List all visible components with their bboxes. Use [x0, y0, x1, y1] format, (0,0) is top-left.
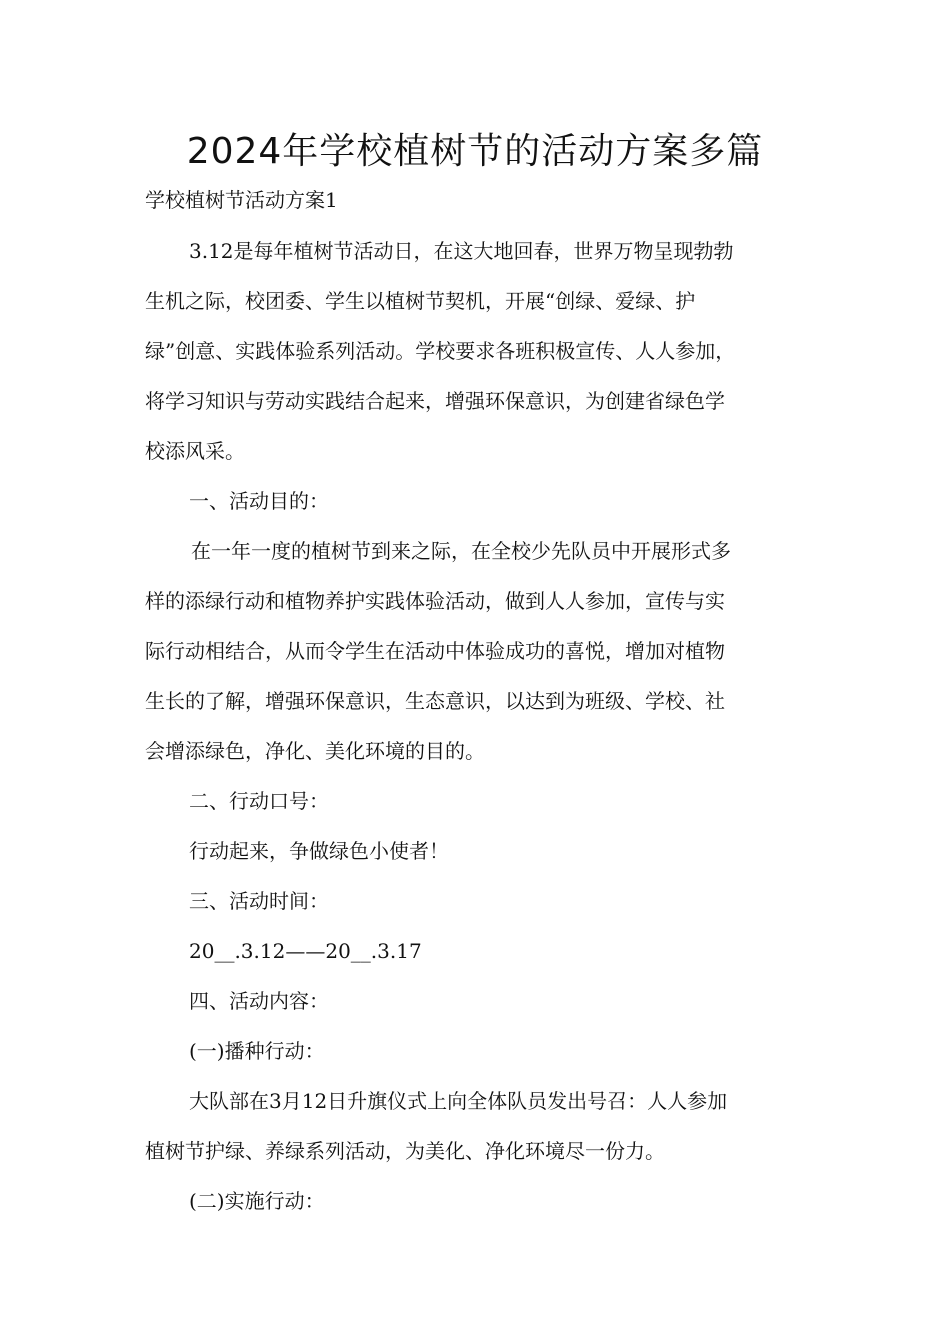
subsection-heading: (一)播种行动： [189, 1039, 325, 1063]
paragraph-line: 植树节护绿、养绿系列活动，为美化、净化环境尽一份力。 [145, 1139, 665, 1163]
paragraph-line: 际行动相结合，从而令学生在活动中体验成功的喜悦，增加对植物 [145, 639, 725, 663]
section-subtitle: 学校植树节活动方案1 [145, 188, 338, 212]
paragraph-line: 行动起来，争做绿色小使者！ [189, 839, 449, 863]
section-heading: 三、活动时间： [189, 889, 329, 913]
paragraph-line: 样的添绿行动和植物养护实践体验活动，做到人人参加，宣传与实 [145, 589, 725, 613]
document-title: 2024年学校植树节的活动方案多篇 [186, 131, 764, 172]
paragraph-line: 生机之际，校团委、学生以植树节契机，开展“创绿、爱绿、护 [145, 289, 696, 313]
date-range: 20__.3.12——20__.3.17 [189, 939, 422, 963]
section-heading: 四、活动内容： [189, 989, 329, 1013]
paragraph-line: 会增添绿色，净化、美化环境的目的。 [145, 739, 485, 763]
paragraph-line: 3.12是每年植树节活动日，在这大地回春，世界万物呈现勃勃 [189, 239, 734, 263]
section-heading: 一、活动目的： [189, 489, 329, 513]
paragraph-line: 绿”创意、实践体验系列活动。学校要求各班积极宣传、人人参加， [145, 339, 736, 363]
paragraph-line: 生长的了解，增强环保意识，生态意识，以达到为班级、学校、社 [145, 689, 725, 713]
paragraph-line: 将学习知识与劳动实践结合起来，增强环保意识，为创建省绿色学 [145, 389, 725, 413]
paragraph-line: 大队部在3月12日升旗仪式上向全体队员发出号召：人人参加 [189, 1089, 728, 1113]
subsection-heading: (二)实施行动： [189, 1189, 325, 1213]
paragraph-line: 校添风采。 [145, 439, 245, 463]
paragraph-line: 在一年一度的植树节到来之际，在全校少先队员中开展形式多 [191, 539, 731, 563]
section-heading: 二、行动口号： [189, 789, 329, 813]
